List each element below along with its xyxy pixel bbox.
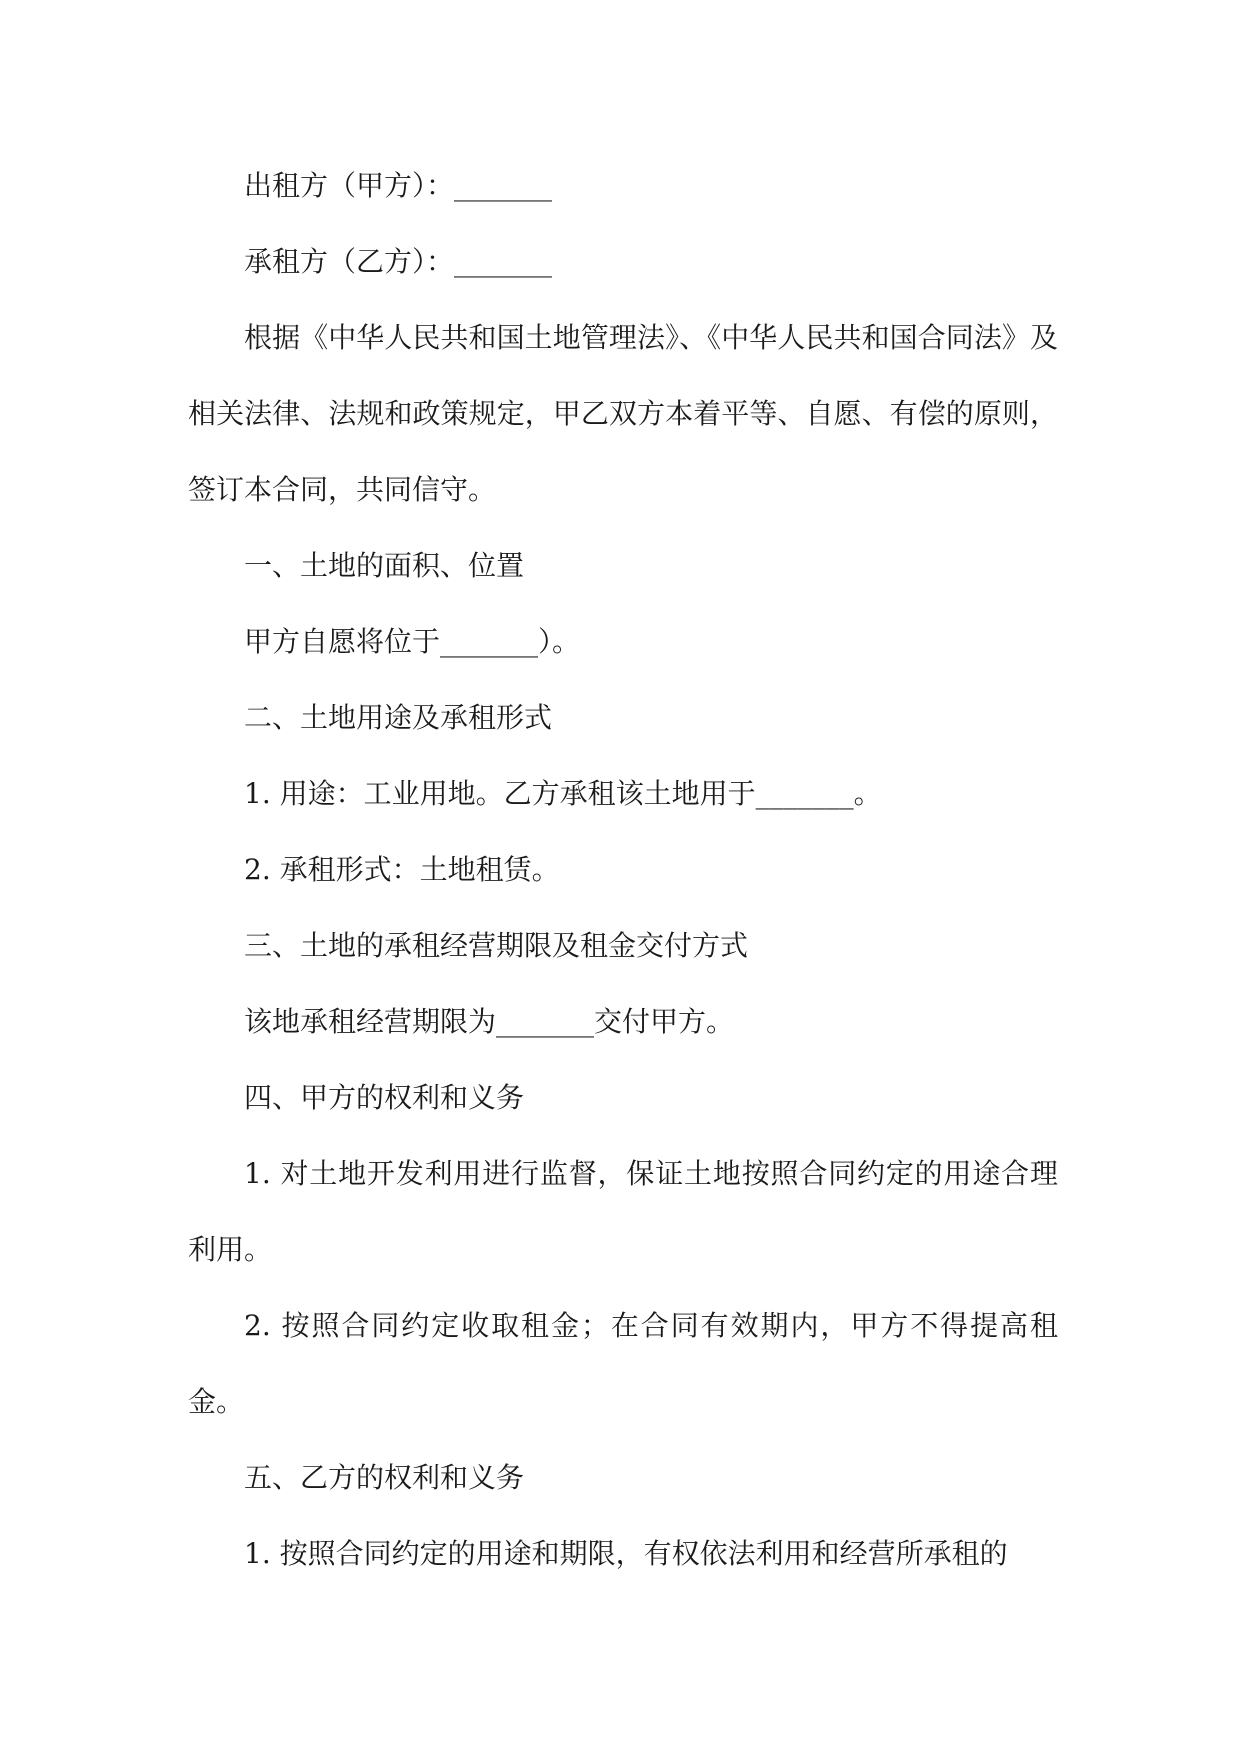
section-2-item-2: 2. 承租形式：土地租赁。 — [244, 853, 560, 886]
section-1-text: 甲方自愿将位于_______）。 — [244, 625, 581, 658]
section-heading-5: 五、乙方的权利和义务 — [244, 1461, 525, 1494]
section-5-item-1: 1. 按照合同约定的用途和期限，有权依法利用和经营所承租的 — [244, 1537, 1008, 1570]
section-4-item-2: 2. 按照合同约定收取租金；在合同有效期内，甲方不得提高租金。 — [188, 1309, 1058, 1418]
section-3-text: 该地承租经营期限为_______交付甲方。 — [244, 1005, 735, 1038]
section-heading-2: 二、土地用途及承租形式 — [244, 701, 553, 734]
section-heading-4: 四、甲方的权利和义务 — [244, 1081, 525, 1114]
section-heading-1: 一、土地的面积、位置 — [244, 549, 525, 582]
preamble-paragraph: 根据《中华人民共和国土地管理法》、《中华人民共和国合同法》及相关法律、法规和政策规定，甲乙双方本着平等、自愿、有偿的原则，签订本合同，共同信守。 — [188, 321, 1058, 506]
section-heading-3: 三、土地的承租经营期限及租金交付方式 — [244, 929, 749, 962]
lessee-line: 承租方（乙方）：_______ — [244, 245, 553, 278]
contract-body — [188, 148, 1058, 1592]
section-2-item-1: 1. 用途：工业用地。乙方承租该土地用于_______。 — [244, 777, 882, 810]
section-4-item-1: 1. 对土地开发利用进行监督，保证土地按照合同约定的用途合理利用。 — [188, 1157, 1058, 1266]
lessor-line: 出租方（甲方）：_______ — [244, 169, 553, 202]
